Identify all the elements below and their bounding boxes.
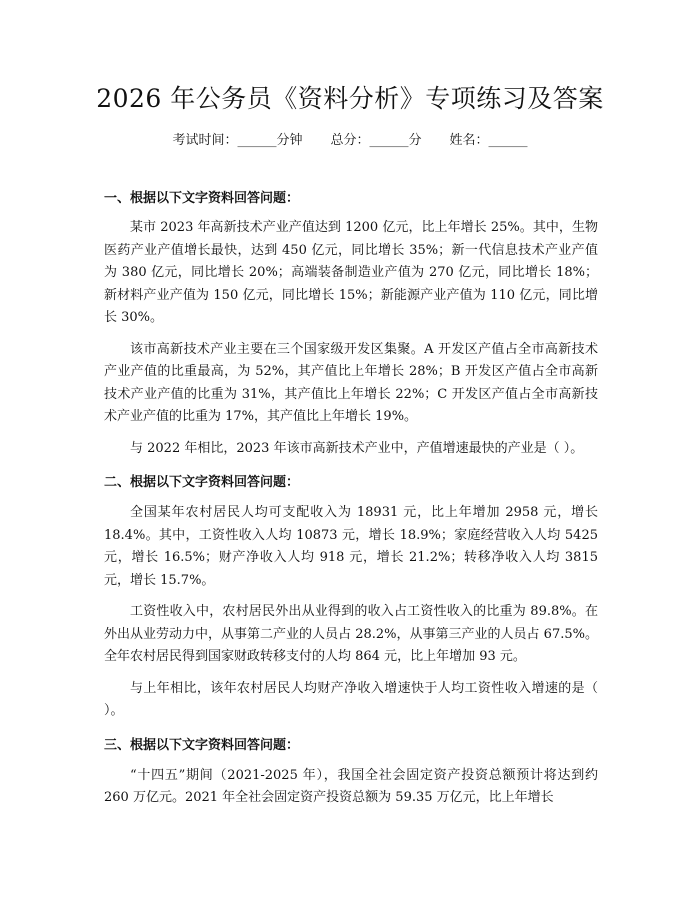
- section-paragraph: 该市高新技术产业主要在三个国家级开发区集聚。A 开发区产值占全市高新技术产业产值的比重最高，为 52%，其产值比上年增长 28%；B 开发区产值占全市高新技术产业产值的比重为 31%，其产值比上年增长 22%；C 开发区产值占全市高新技术产业产值的比重为 17%，其产值比上年增长 19%。: [104, 341, 598, 424]
- section-heading: 一、根据以下文字资料回答问题：: [104, 191, 300, 206]
- total-score-field: 总分：______分: [330, 133, 422, 148]
- page-title: 2026 年公务员《资料分析》专项练习及答案: [96, 84, 604, 113]
- section-paragraph: “十四五”期间（2021-2025 年），我国全社会固定资产投资总额预计将达到约 260 万亿元。2021 年全社会固定资产投资总额为 59.35 万亿元，比上年增长: [104, 767, 598, 805]
- section-3: [104, 735, 598, 810]
- document-body: [104, 188, 598, 822]
- exam-meta: [0, 131, 700, 151]
- section-paragraph: 工资性收入中，农村居民外出从业得到的收入占工资性收入的比重为 89.8%。在外出从业劳动力中，从事第二产业的人员占 28.2%，从事第三产业的人员占 67.5%。全年农村居民得到国家财政转移支付的人均 864 元，比上年增加 93 元。: [104, 604, 598, 664]
- section-paragraph: 某市 2023 年高新技术产业产值达到 1200 亿元，比上年增长 25%。其中，生物医药产业产值增长最快，达到 450 亿元，同比增长 35%；新一代信息技术产业产值为 380 亿元，同比增长 20%；高端装备制造业产值为 270 亿元，同比增长 18%；新材料产业产值为 150 亿元，同比增长 15%；新能源产业产值为 110 亿元，同比增长 30%。: [104, 220, 598, 325]
- section-1: [104, 188, 598, 460]
- question-text: 与上年相比，该年农村居民人均财产净收入增速快于人均工资性收入增速的是（ ）。: [104, 680, 598, 718]
- section-heading: 三、根据以下文字资料回答问题：: [104, 737, 300, 753]
- name-field: 姓名：______: [449, 133, 528, 148]
- exam-time-field: 考试时间：______分钟: [172, 133, 303, 148]
- question-text: 与 2022 年相比，2023 年该市高新技术产业中，产值增速最快的产业是（ ）。: [130, 440, 584, 456]
- section-2: [104, 472, 598, 723]
- section-heading: 二、根据以下文字资料回答问题：: [104, 475, 300, 490]
- section-paragraph: 全国某年农村居民人均可支配收入为 18931 元，比上年增加 2958 元，增长 18.4%。其中，工资性收入人均 10873 元，增长 18.9%；家庭经营收入人均 5425 元，增长 16.5%；财产净收入人均 918 元，增长 21.2%；转移净收入人均 3815 元，增长 15.7%。: [104, 505, 598, 588]
